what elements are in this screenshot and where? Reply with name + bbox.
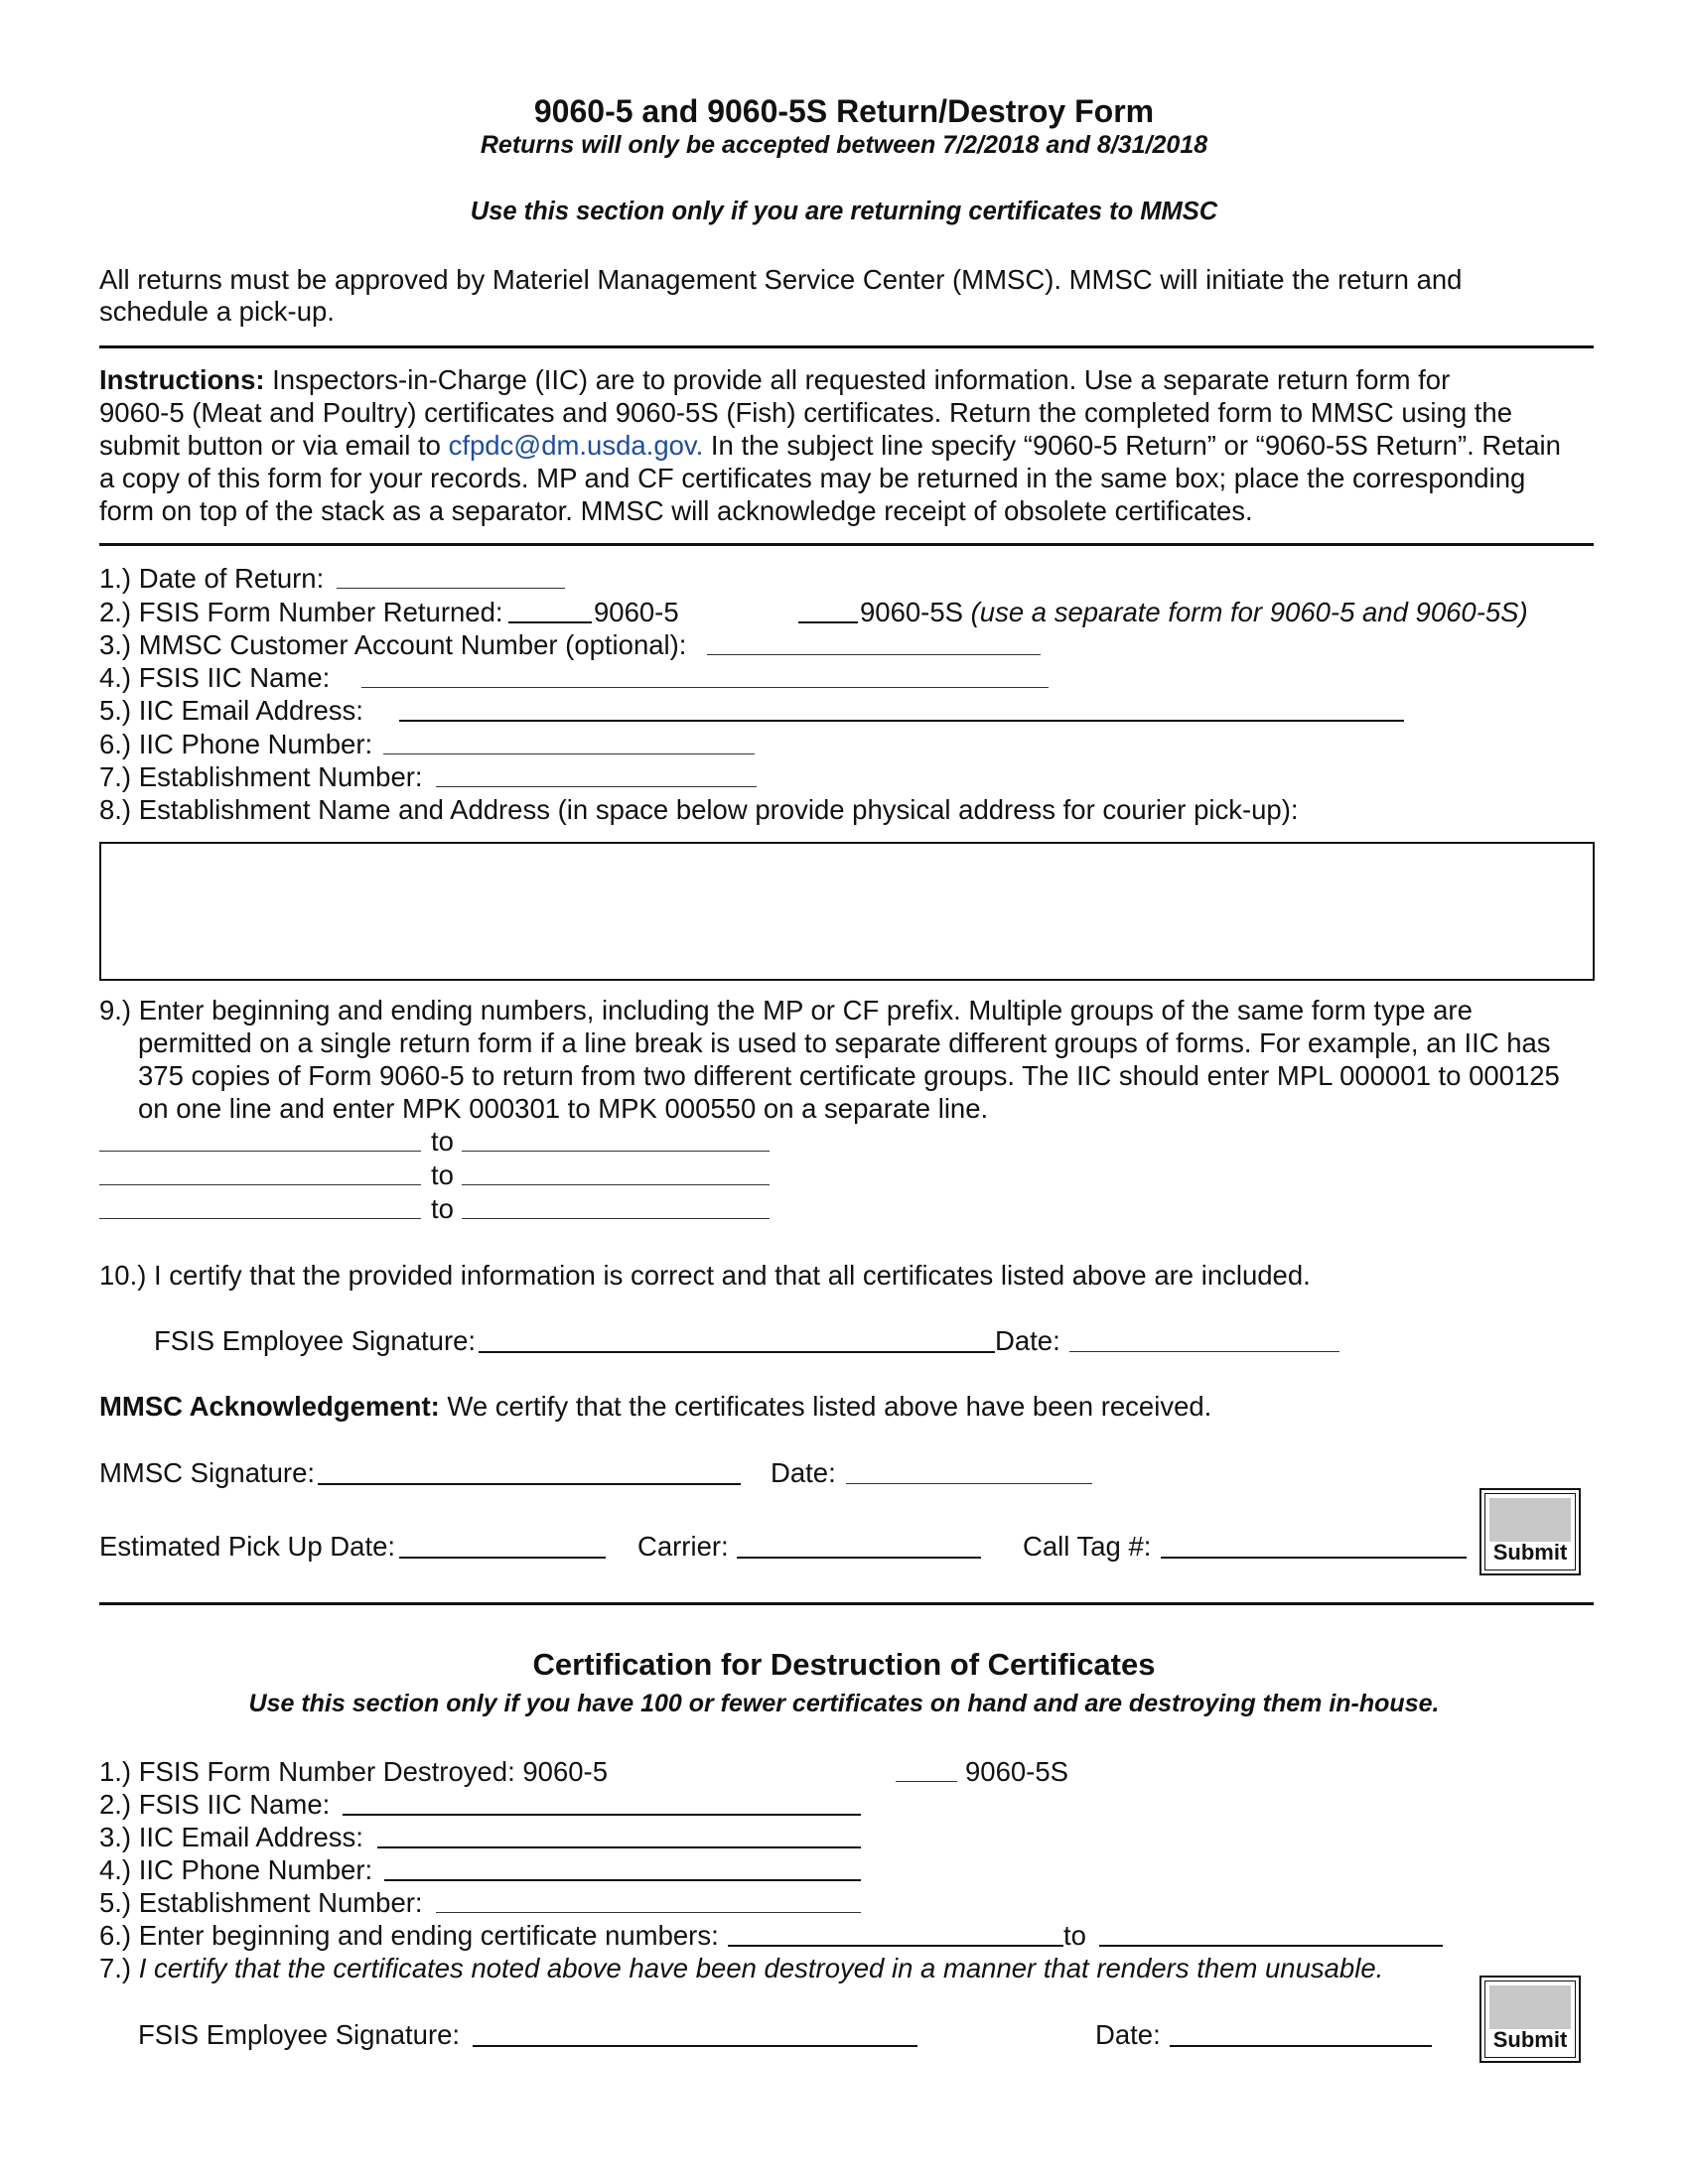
destruction-title: Certification for Destruction of Certificates: [532, 1647, 1156, 1682]
submit-button-label: Submit: [1492, 1540, 1568, 1565]
form-9060-5s-checkbox-line[interactable]: [798, 621, 858, 623]
destroy-iic-phone-field[interactable]: [384, 1879, 861, 1881]
submit-button-face: [1489, 1985, 1571, 2029]
destroy-establishment-number-field[interactable]: [436, 1912, 861, 1913]
destroyed-9060-5s-checkbox-line[interactable]: [896, 1781, 957, 1782]
form-subtitle: Returns will only be accepted between 7/2/2018 and 8/31/2018: [480, 131, 1208, 159]
destroy-date-field[interactable]: [1170, 2045, 1432, 2047]
divider: [99, 543, 1594, 546]
range-to-label: to: [431, 1160, 454, 1190]
approval-text-line1: All returns must be approved by Materiel Management Service Center (MMSC). MMSC will initiate the return and: [99, 264, 1463, 295]
range-to-label: to: [431, 1126, 454, 1157]
range-2-end-field[interactable]: [462, 1184, 770, 1185]
iic-email-field[interactable]: [399, 720, 1404, 722]
return-section-note: Use this section only if you are returning certificates to MMSC: [470, 198, 1218, 225]
certify-date-label: Date:: [995, 1325, 1060, 1356]
certify-statement: 10.) I certify that the provided information is correct and that all certificates listed above are included.: [99, 1260, 1311, 1291]
mmsc-signature-label: MMSC Signature:: [99, 1457, 316, 1488]
iic-phone-label: 6.) IIC Phone Number:: [99, 729, 373, 759]
iic-name-field[interactable]: [361, 687, 1049, 688]
account-number-label: 3.) MMSC Customer Account Number (optional):: [99, 629, 687, 660]
date-of-return-label: 1.) Date of Return:: [99, 563, 325, 594]
establishment-address-box[interactable]: [99, 842, 1595, 981]
submit-return-button[interactable]: [1479, 1488, 1581, 1575]
instructions-line4: a copy of this form for your records. MP and CF certificates may be returned in the same box; place the corresponding: [99, 463, 1526, 493]
establishment-number-field[interactable]: [436, 786, 757, 787]
instructions-line5: form on top of the stack as a separator. MMSC will acknowledge receipt of obsolete certificates.: [99, 495, 1253, 526]
mmsc-date-label: Date:: [771, 1457, 836, 1488]
submit-button-face: [1489, 1498, 1571, 1542]
option-9060-5-label: 9060-5: [594, 597, 679, 627]
destroy-cert-start-field[interactable]: [728, 1945, 1063, 1947]
pickup-date-label: Estimated Pick Up Date:: [99, 1531, 396, 1562]
divider: [99, 1602, 1594, 1605]
destroy-iic-name-label: 2.) FSIS IIC Name:: [99, 1789, 331, 1820]
ranges-instructions-line3: 375 copies of Form 9060-5 to return from two different certificate groups. The IIC should enter MPL 000001 to 000125: [138, 1060, 1560, 1091]
range-3-end-field[interactable]: [462, 1218, 770, 1219]
destroy-signature-label: FSIS Employee Signature:: [138, 2019, 461, 2050]
ranges-instructions-line2: permitted on a single return form if a line break is used to separate different groups of forms. For example, an IIC has: [138, 1027, 1551, 1058]
call-tag-field[interactable]: [1161, 1557, 1467, 1559]
form-title: 9060-5 and 9060-5S Return/Destroy Form: [533, 93, 1155, 129]
instructions-line1: Instructions: Inspectors-in-Charge (IIC) are to provide all requested information. Use a separate return form for: [99, 364, 1451, 395]
submit-destruction-button[interactable]: [1479, 1976, 1581, 2063]
iic-phone-field[interactable]: [383, 753, 755, 754]
iic-email-label: 5.) IIC Email Address:: [99, 695, 363, 726]
destroy-establishment-number-label: 5.) Establishment Number:: [99, 1887, 423, 1918]
destroy-date-label: Date:: [1095, 2019, 1161, 2050]
destroy-iic-email-field[interactable]: [377, 1846, 861, 1848]
destroy-iic-phone-label: 4.) IIC Phone Number:: [99, 1854, 373, 1885]
approval-text-line2: schedule a pick-up.: [99, 296, 335, 327]
range-1-start-field[interactable]: [99, 1151, 421, 1152]
pickup-date-field[interactable]: [399, 1557, 606, 1559]
certify-date-field[interactable]: [1069, 1351, 1339, 1352]
destroyed-9060-5s-label: 9060-5S: [965, 1756, 1068, 1787]
form-9060-5-checkbox-line[interactable]: [508, 621, 592, 623]
range-to-label: to: [431, 1193, 454, 1224]
account-number-field[interactable]: [707, 654, 1041, 655]
destroy-cert-end-field[interactable]: [1099, 1945, 1443, 1947]
destroy-cert-numbers-label: 6.) Enter beginning and ending certificate numbers:: [99, 1920, 719, 1951]
destroy-certify-statement: 7.) I certify that the certificates noted above have been destroyed in a manner that renders them unusable.: [99, 1953, 1384, 1983]
range-3-start-field[interactable]: [99, 1218, 421, 1219]
divider: [99, 345, 1594, 348]
form-number-returned-label: 2.) FSIS Form Number Returned:: [99, 597, 503, 627]
destroy-signature-field[interactable]: [473, 2045, 917, 2047]
ranges-instructions-line1: 9.) Enter beginning and ending numbers, including the MP or CF prefix. Multiple groups of the same form type are: [99, 995, 1473, 1025]
carrier-label: Carrier:: [637, 1531, 729, 1562]
range-1-end-field[interactable]: [462, 1151, 770, 1152]
range-2-start-field[interactable]: [99, 1184, 421, 1185]
call-tag-label: Call Tag #:: [1023, 1531, 1152, 1562]
separate-form-note: (use a separate form for 9060-5 and 9060-5S): [970, 597, 1528, 627]
iic-name-label: 4.) FSIS IIC Name:: [99, 662, 331, 693]
instructions-line2: 9060-5 (Meat and Poultry) certificates and 9060-5S (Fish) certificates. Return the completed form to MMSC using the: [99, 397, 1512, 428]
option-9060-5s-label: 9060-5S (use a separate form for 9060-5 and 9060-5S): [860, 597, 1528, 627]
destroy-iic-email-label: 3.) IIC Email Address:: [99, 1822, 363, 1852]
establishment-number-label: 7.) Establishment Number:: [99, 761, 423, 792]
mmsc-signature-field[interactable]: [318, 1483, 741, 1485]
destroy-iic-name-field[interactable]: [343, 1814, 861, 1816]
mmsc-date-field[interactable]: [846, 1483, 1092, 1484]
ranges-instructions-line4: on one line and enter MPK 000301 to MPK 000550 on a separate line.: [138, 1093, 989, 1124]
submit-button-label: Submit: [1492, 2027, 1568, 2052]
establishment-address-label: 8.) Establishment Name and Address (in space below provide physical address for courier pick-up):: [99, 794, 1299, 825]
destroyed-form-number-label: 1.) FSIS Form Number Destroyed: 9060-5: [99, 1756, 608, 1787]
destroy-to-label: to: [1063, 1920, 1086, 1951]
email-link[interactable]: cfpdc@dm.usda.gov.: [448, 430, 704, 461]
destruction-note: Use this section only if you have 100 or fewer certificates on hand and are destroying them in-house.: [248, 1690, 1440, 1717]
fsis-signature-field[interactable]: [479, 1351, 995, 1353]
mmsc-acknowledgement: MMSC Acknowledgement: We certify that the certificates listed above have been received.: [99, 1391, 1212, 1422]
instructions-label: Instructions:: [99, 364, 265, 395]
instructions-line3: submit button or via email to cfpdc@dm.usda.gov. In the subject line specify “9060-5 Return” or “9060-5S Return”. Retain: [99, 430, 1561, 461]
mmsc-ack-label: MMSC Acknowledgement:: [99, 1391, 440, 1422]
date-of-return-field[interactable]: [337, 588, 565, 589]
carrier-field[interactable]: [737, 1557, 981, 1559]
fsis-signature-label: FSIS Employee Signature:: [154, 1325, 477, 1356]
